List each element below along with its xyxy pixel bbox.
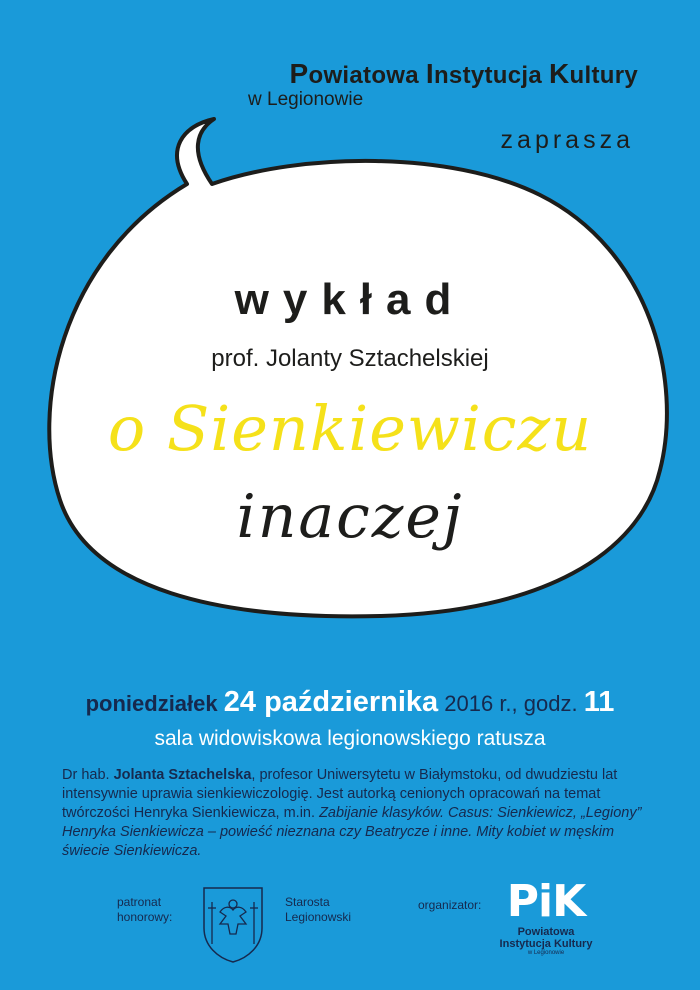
event-day: poniedziałek [85, 691, 218, 716]
invites-text: zaprasza [500, 126, 634, 154]
event-date: 24 października [223, 686, 439, 718]
event-datetime [0, 686, 700, 719]
lecturer-name: prof. Jolanty Sztachelskiej [211, 345, 489, 372]
pik-logo-city: w Legionowie [527, 950, 565, 956]
lecture-title: o Sienkiewiczu [107, 392, 593, 465]
organization-city: w Legionowie [248, 89, 364, 110]
event-time-label: , godz. [511, 691, 578, 716]
event-time: 11 [583, 686, 615, 718]
pik-logo [496, 878, 596, 956]
organization-name: Powiatowa Instytucja Kultury [289, 58, 638, 89]
lecture-subtitle: inaczej [236, 482, 464, 552]
event-year: 2016 r. [444, 691, 512, 716]
lecturer-bio: Dr hab. Jolanta Sztachelska, profesor Uniwersytetu w Białymstoku, od dwudziestu lat intensywnie uprawia sienkiewiczologię. Jest autorką cenionych opracowań na temat twórczości Henryka Sienkiewicza, m.in. Zabijanie klasyków. Casus: Sienkiewicz, „Legiony” Henryka Sienkiewicza – powieść nieznana czy Beatrycze i inne. Mity kobiet w męskim świecie Sienkiewicza. [62, 767, 642, 859]
lecture-heading: wykład [234, 275, 466, 324]
organizer-label: organizator: [418, 898, 482, 912]
county-crest-icon [200, 884, 266, 964]
bio-works: Zabijanie klasyków. Casus: Sienkiewicz, „Legiony” Henryka Sienkiewicza – powieść nieznana czy Beatrycze i inne. Mity kobiet w męskim świecie Sienkiewicza. [62, 805, 642, 859]
event-venue: sala widowiskowa legionowskiego ratusza [154, 727, 546, 750]
patronage-label: patronat honorowy: [117, 895, 173, 924]
bio-name: Jolanta Sztachelska [113, 767, 252, 783]
pik-logo-mark: PiK [506, 876, 586, 927]
pik-logo-text: Powiatowa Instytucja Kultury [499, 926, 593, 950]
starost-label: Starosta Legionowski [285, 895, 352, 924]
